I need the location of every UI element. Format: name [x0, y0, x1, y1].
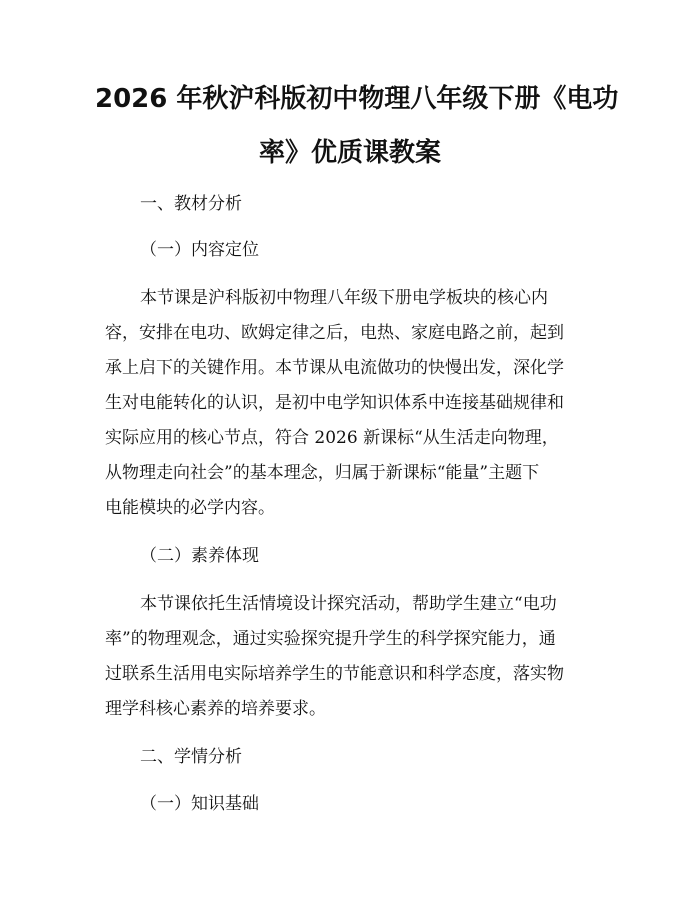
- paragraph-line: 生对电能转化的认识，是初中电学知识体系中连接基础规律和: [105, 393, 564, 413]
- paragraph-line: 从物理走向社会”的基本理念，归属于新课标“能量”主题下: [105, 463, 540, 483]
- paragraph-line: 容，安排在电功、欧姆定律之后，电热、家庭电路之前，起到: [105, 323, 564, 343]
- paragraph-line: 率”的物理观念，通过实验探究提升学生的科学探究能力，通: [105, 629, 556, 649]
- paragraph-line: 本节课是沪科版初中物理八年级下册电学板块的核心内: [140, 288, 548, 308]
- paragraph-line: 承上启下的关键作用。本节课从电流做功的快慢出发，深化学: [105, 358, 564, 378]
- paragraph-line: 本节课依托生活情境设计探究活动，帮助学生建立“电功: [140, 594, 557, 614]
- paragraph-line: 实际应用的核心节点，符合 2026 新课标“从生活走向物理，: [105, 428, 559, 448]
- paragraph-line: 电能模块的必学内容。: [105, 498, 275, 518]
- subsection-heading-knowledge-base: （一）知识基础: [140, 794, 259, 814]
- subsection-heading-literacy: （二）素养体现: [140, 546, 259, 566]
- paragraph-line: 过联系生活用电实际培养学生的节能意识和科学态度，落实物: [105, 664, 564, 684]
- document-title-line-1: 2026 年秋沪科版初中物理八年级下册《电功: [95, 84, 619, 114]
- paragraph-line: 理学科核心素养的培养要求。: [105, 699, 326, 719]
- section-heading-textbook-analysis: 一、教材分析: [140, 194, 242, 214]
- subsection-heading-content-positioning: （一）内容定位: [140, 240, 259, 260]
- section-heading-student-analysis: 二、学情分析: [140, 747, 242, 767]
- document-title-line-2: 率》优质课教案: [258, 138, 441, 168]
